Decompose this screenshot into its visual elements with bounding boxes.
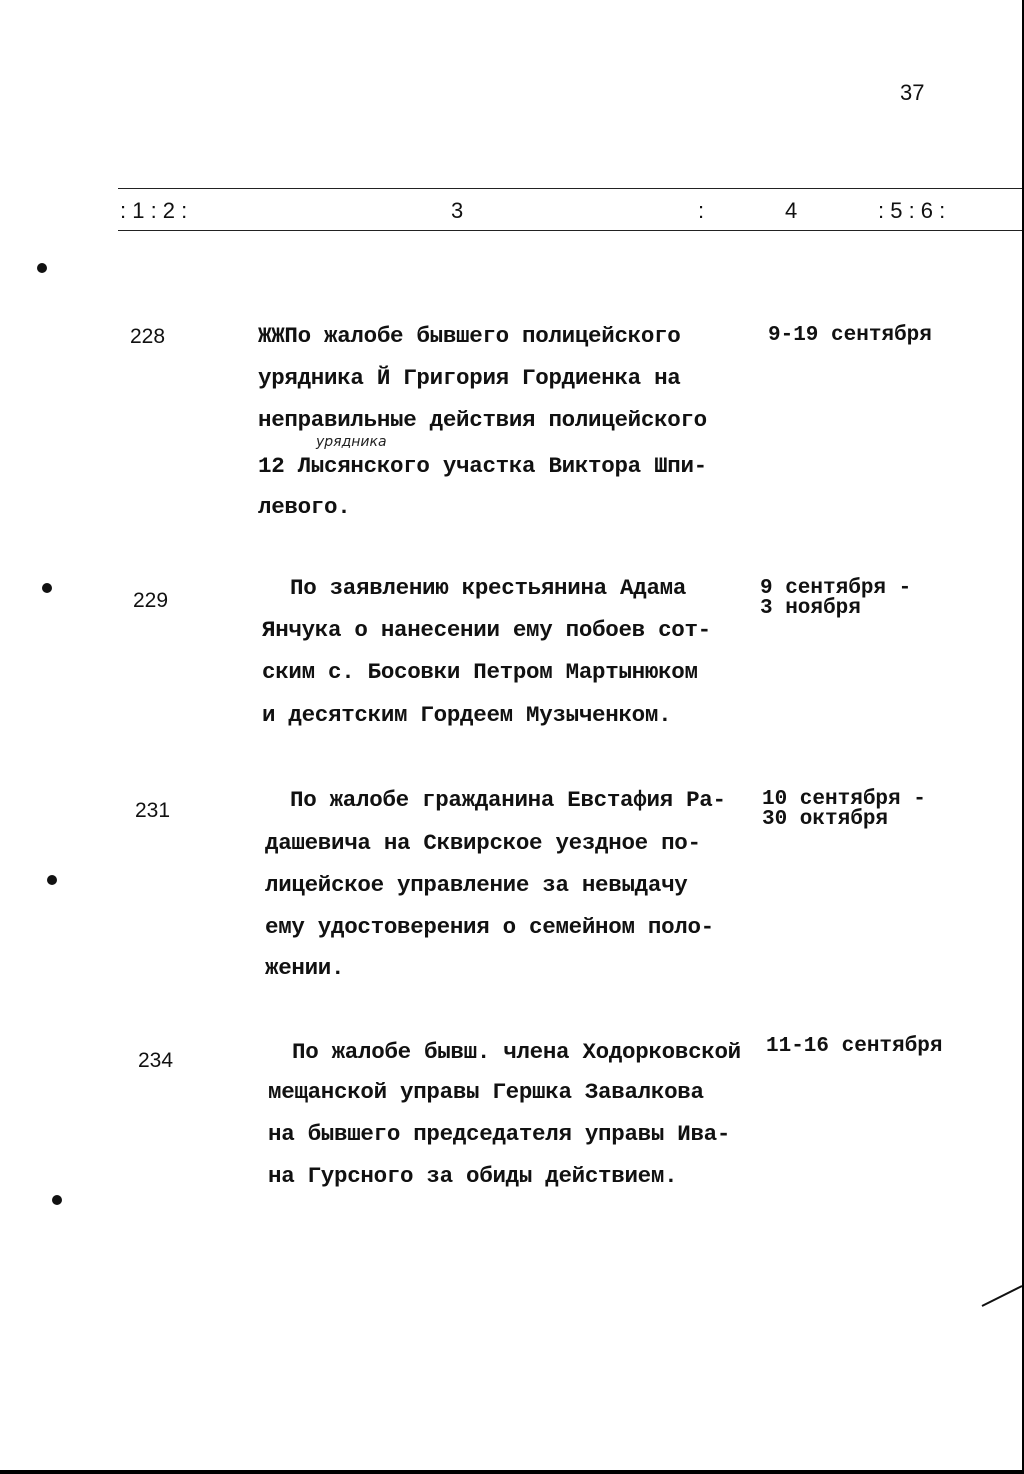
handwritten-note: урядника [316,434,387,450]
header-bottom-rule [118,230,1024,231]
entry-text-line: Янчука о нанесении ему побоев сот- [262,617,711,643]
punch-hole-mark [47,875,57,885]
entry-text-line: на Гурсного за обиды действием. [268,1163,678,1189]
entry-text-line: дашевича на Сквирское уездное по- [265,830,701,856]
entry-text-line: и десятским Гордеем Музыченком. [262,702,672,728]
header-top-rule [118,188,1024,189]
header-col-1-2: : 1 : 2 : [120,198,188,223]
punch-hole-mark [42,583,52,593]
entry-text-line: левого. [258,494,351,520]
entry-text-line: мещанской управы Гершка Завалкова [268,1079,704,1105]
header-col-5-6: : 5 : 6 : [878,198,946,223]
scan-border-bottom [0,1470,1024,1474]
entry-text-line: ЖЖПо жалобе бывшего полицейского [258,323,681,349]
entry-number: 229 [133,589,169,612]
entry-text-line: ским с. Босовки Петром Мартынюком [262,659,698,685]
header-col-4: 4 [785,198,798,223]
page-number: 37 [900,80,925,105]
entry-text-line: лицейское управление за невыдачу [265,872,688,898]
entry-date: 11-16 сентября [766,1035,943,1058]
entry-date: 10 сентября - [762,788,926,811]
entry-number: 234 [138,1049,174,1072]
entry-text-line: урядника Й Григория Гордиенка на [258,365,681,391]
entry-text-line: По жалобе гражданина Евстафия Ра- [290,787,726,813]
entry-text-line: ему удостоверения о семейном поло- [265,914,714,940]
entry-date: 3 ноября [760,597,861,620]
entry-number: 231 [135,799,171,822]
punch-hole-mark [37,263,47,273]
entry-text-line: на бывшего председателя управы Ива- [268,1121,731,1147]
entry-text-line: По заявлению крестьянина Адама [290,575,687,601]
entry-number: 228 [130,325,166,348]
punch-hole-mark [52,1195,62,1205]
entry-text-line: 12 Лысянского участка Виктора Шпи- [258,453,707,479]
header-col-3: 3 [451,198,464,223]
entry-text-line: По жалобе бывш. члена Ходорковской [292,1039,741,1065]
entry-date: 9 сентября - [760,577,912,600]
entry-date: 30 октября [762,808,889,831]
entry-text-line: жении. [265,955,345,981]
header-separator: : [698,198,705,223]
entry-text-line: неправильные действия полицейского [258,407,707,433]
margin-stroke [980,1280,1024,1310]
entry-date: 9-19 сентября [768,324,932,347]
